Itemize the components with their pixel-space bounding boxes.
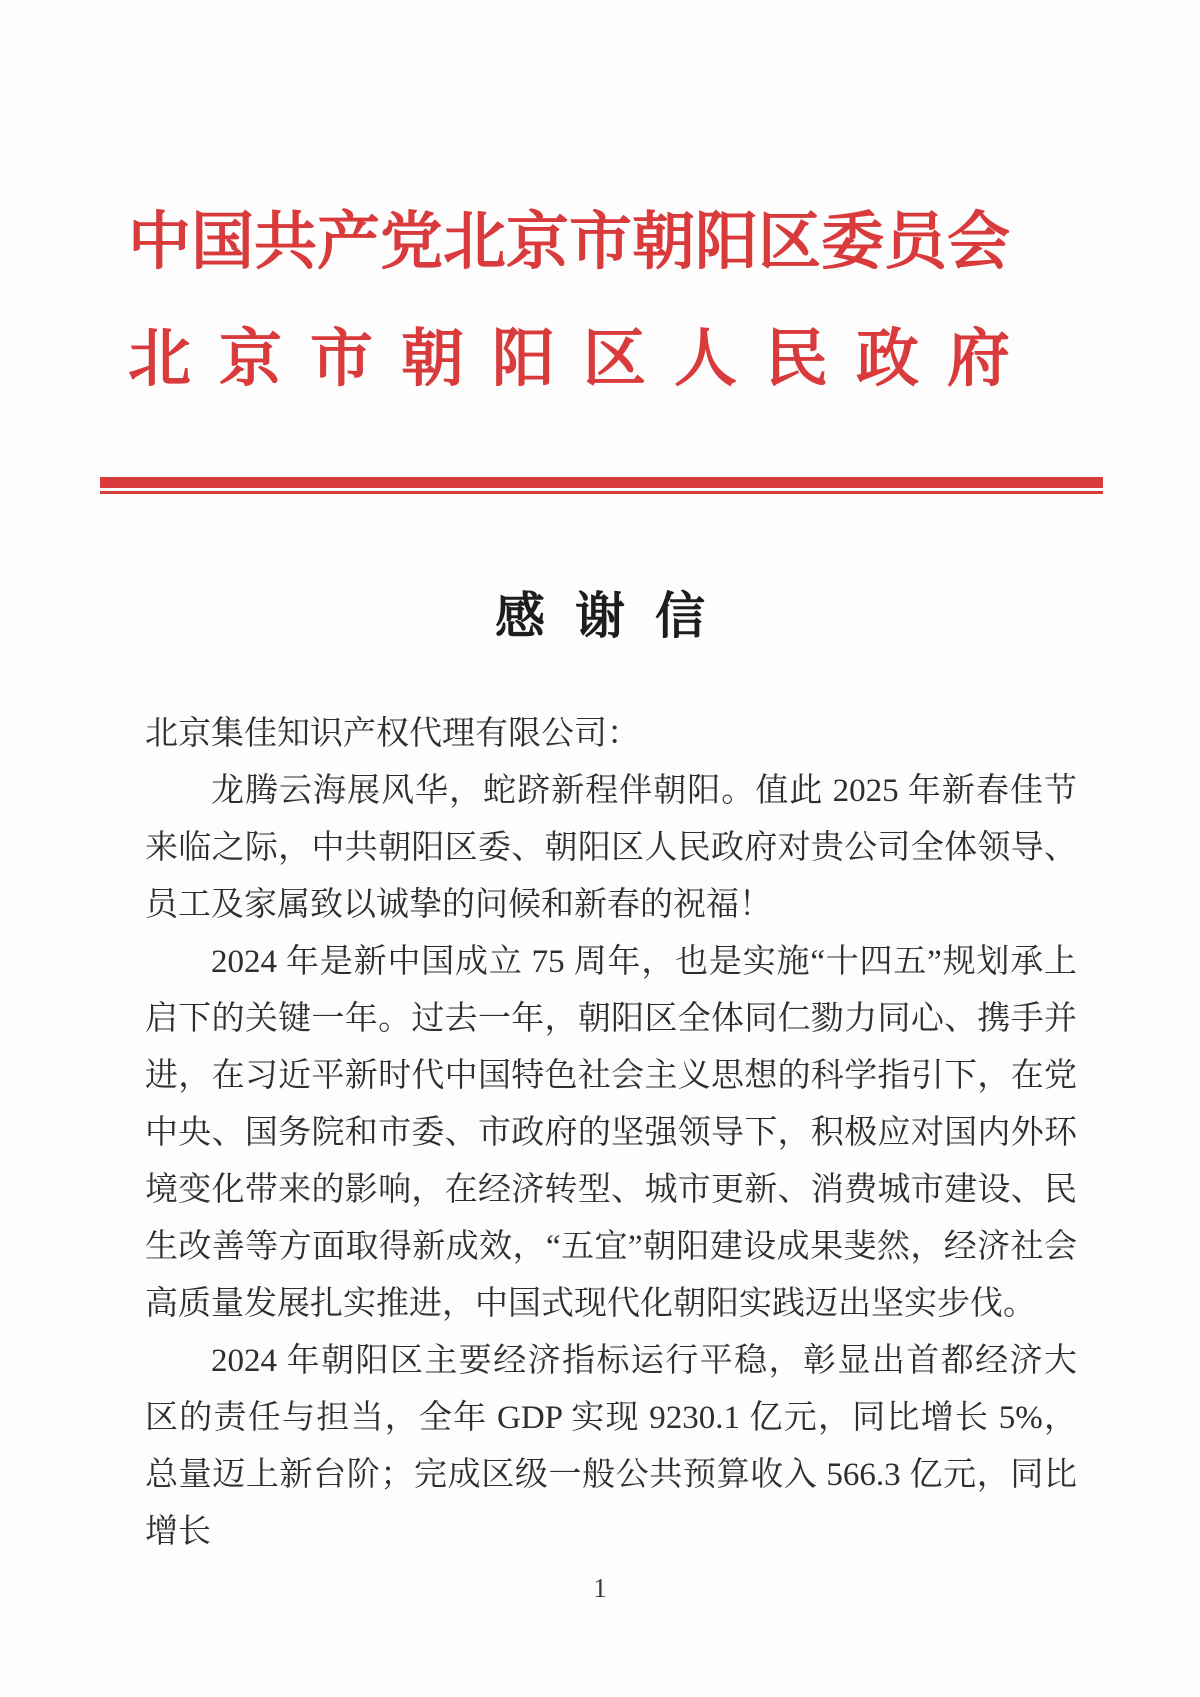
letter-body (145, 706, 1077, 1561)
letterhead-rule-thick (100, 477, 1103, 488)
page-number: 1 (593, 1573, 607, 1603)
letterhead-org-line2: 北京市朝阳区人民政府 (128, 324, 1038, 394)
letterhead-org-line1: 中国共产党北京市朝阳区委员会 (128, 207, 1010, 277)
paragraph-2: 2024 年是新中国成立 75 周年，也是实施“十四五”规划承上启下的关键一年。过去一年，朝阳区全体同仁勠力同心、携手并进，在习近平新时代中国特色社会主义思想的科学指引下，在党中央、国务院和市委、市政府的坚强领导下，积极应对国内外环境变化带来的影响，在经济转型、城市更新、消费城市建设、民生改善等方面取得新成效，“五宜”朝阳建设成果斐然，经济社会高质量发展扎实推进，中国式现代化朝阳实践迈出坚实步伐。 (145, 944, 1077, 1322)
letterhead-rule-thin (100, 491, 1103, 494)
paragraph-3: 2024 年朝阳区主要经济指标运行平稳，彰显出首都经济大区的责任与担当，全年 GDP 实现 9230.1 亿元，同比增长 5%，总量迈上新台阶；完成区级一般公共预算收入 566.3 亿元，同比增长 (145, 1343, 1077, 1550)
letter-title: 感谢信 (495, 588, 735, 644)
salutation: 北京集佳知识产权代理有限公司： (145, 716, 640, 752)
paragraph-1: 龙腾云海展风华，蛇跻新程伴朝阳。值此 2025 年新春佳节来临之际，中共朝阳区委、朝阳区人民政府对贵公司全体领导、员工及家属致以诚挚的问候和新春的祝福！ (145, 773, 1077, 923)
